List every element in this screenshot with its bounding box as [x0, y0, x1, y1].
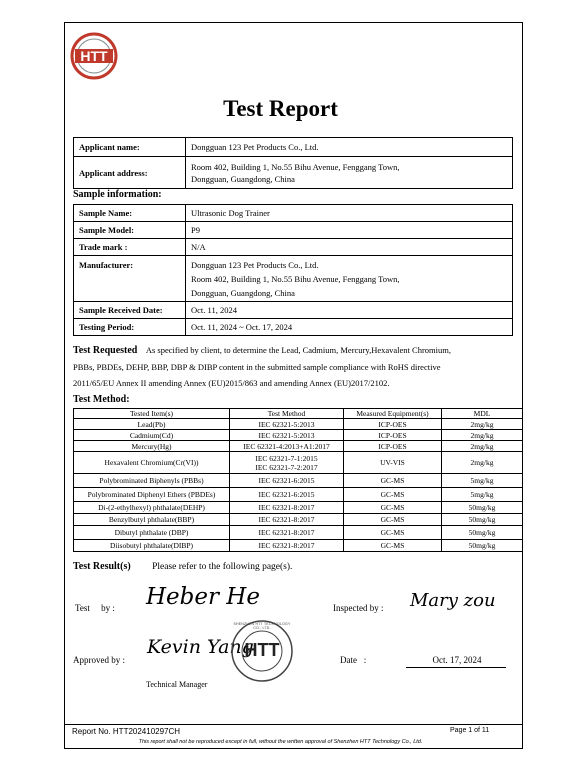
test-requested-line: 2011/65/EU Annex II amending Annex (EU)2015/863 and amending Annex (EU)2017/2102.: [73, 378, 390, 388]
mdl: 50mg/kg: [442, 526, 523, 540]
equipment: GC-MS: [344, 502, 442, 514]
trade-mark-label: Trade mark :: [74, 239, 186, 256]
footer-rule: [64, 724, 523, 725]
test-method: [230, 452, 344, 474]
equipment: ICP-OES: [344, 430, 442, 441]
table-row: [74, 540, 523, 552]
address-line: Dongguan, Guangdong, China: [191, 173, 295, 184]
manufacturer-line: Dongguan 123 Pet Products Co., Ltd.: [191, 259, 319, 270]
test-result-label: Test Result(s): [73, 561, 131, 572]
equipment: GC-MS: [344, 474, 442, 488]
tested-item: Cadmium(Cd): [74, 430, 230, 441]
mdl: 5mg/kg: [442, 474, 523, 488]
test-requested-line: PBBs, PBDEs, DEHP, BBP, DBP & DIBP content in the submitted sample compliance with RoHS directive: [73, 362, 441, 372]
htt-logo: [70, 32, 118, 80]
test-by-signature: Heber He: [146, 584, 260, 610]
received-date-value: Oct. 11, 2024: [186, 302, 513, 319]
tested-item: Mercury(Hg): [74, 441, 230, 452]
test-requested-label: Test Requested: [73, 345, 138, 356]
table-row: [74, 441, 523, 452]
table-row: [74, 502, 523, 514]
received-date-label: Sample Received Date:: [74, 302, 186, 319]
inspected-by-signature: Mary zou: [410, 590, 496, 611]
test-requested: [73, 342, 518, 391]
col-header: Measured Equipment(s): [344, 409, 442, 419]
trade-mark-value: N/A: [186, 239, 513, 256]
footer-disclaimer: This report shall not be reproduced except in full, without the written approval of Shenzhen HTT Technology Co., Ltd.: [138, 739, 423, 745]
equipment: GC-MS: [344, 540, 442, 552]
mdl: 50mg/kg: [442, 502, 523, 514]
test-method: IEC 62321-8:2017: [230, 514, 344, 526]
test-method-table: [73, 408, 523, 552]
applicant-name-label: Applicant name:: [74, 138, 186, 157]
sample-name-value: Ultrasonic Dog Trainer: [186, 205, 513, 222]
table-row: [74, 419, 523, 430]
mdl: 2mg/kg: [442, 452, 523, 474]
table-row: [74, 452, 523, 474]
sample-model-label: Sample Model:: [74, 222, 186, 239]
equipment: GC-MS: [344, 488, 442, 502]
report-number: Report No. HTT202410297CH: [72, 727, 181, 736]
test-method: IEC 62321-6:2015: [230, 474, 344, 488]
sample-info-table: [73, 204, 513, 336]
mdl: 5mg/kg: [442, 488, 523, 502]
stamp-center-text: HTT: [244, 640, 280, 660]
method-line: IEC 62321-7-1:2015: [255, 453, 318, 463]
test-method-heading: Test Method:: [73, 394, 130, 405]
test-method: IEC 62321-5:2013: [230, 419, 344, 430]
tested-item: Diisobutyl phthalate(DIBP): [74, 540, 230, 552]
table-row: [74, 430, 523, 441]
test-requested-text: As specified by client, to determine the Lead, Cadmium, Mercury,Hexavalent Chromium,: [145, 345, 451, 355]
equipment: ICP-OES: [344, 441, 442, 452]
test-requested-line: [73, 342, 518, 359]
tested-item: Hexavalent Chromium(Cr(VI)): [74, 452, 230, 474]
equipment: UV-VIS: [344, 452, 442, 474]
inspected-by-label: Inspected by :: [333, 603, 384, 613]
company-stamp: [230, 619, 294, 683]
tested-item: Di-(2-ethylhexyl) phthalate(DEHP): [74, 502, 230, 514]
stamp-ring-text: SHENZHEN HTT TECHNOLOGY CO., LTD.: [233, 622, 291, 630]
testing-period-value: Oct. 11, 2024 ~ Oct. 17, 2024: [186, 319, 513, 336]
manufacturer-line: Room 402, Building 1, No.55 Bihu Avenue, Fenggang Town,: [191, 273, 400, 284]
method-line: IEC 62321-7-2:2017: [255, 462, 318, 472]
equipment: ICP-OES: [344, 419, 442, 430]
test-method: IEC 62321-4:2013+A1:2017: [230, 441, 344, 452]
test-method: IEC 62321-8:2017: [230, 526, 344, 540]
sample-name-label: Sample Name:: [74, 205, 186, 222]
col-header: Tested Item(s): [74, 409, 230, 419]
manufacturer-label: Manufacturer:: [74, 256, 186, 302]
sample-info-heading: Sample information:: [73, 189, 162, 200]
applicant-address-label: Applicant address:: [74, 157, 186, 189]
approved-title: Technical Manager: [146, 680, 208, 689]
date-value: Oct. 17, 2024: [432, 655, 482, 665]
date-underline: [406, 667, 506, 668]
sample-model-value: P9: [186, 222, 513, 239]
mdl: 2mg/kg: [442, 430, 523, 441]
mdl: 2mg/kg: [442, 419, 523, 430]
page-number: Page 1 of 11: [450, 727, 490, 734]
table-row: [74, 474, 523, 488]
mdl: 50mg/kg: [442, 540, 523, 552]
col-header: Test Method: [230, 409, 344, 419]
table-row: [74, 488, 523, 502]
test-method: IEC 62321-5:2013: [230, 430, 344, 441]
equipment: GC-MS: [344, 514, 442, 526]
manufacturer-line: Dongguan, Guangdong, China: [191, 287, 295, 298]
address-line: Room 402, Building 1, No.55 Bihu Avenue, Fenggang Town,: [191, 161, 400, 172]
test-by-label: Test by :: [75, 603, 115, 613]
testing-period-label: Testing Period:: [74, 319, 186, 336]
test-method: IEC 62321-8:2017: [230, 502, 344, 514]
test-result-line: [73, 561, 292, 572]
tested-item: Polybrominated Biphenyls (PBBs): [74, 474, 230, 488]
tested-item: Benzylbutyl phthalate(BBP): [74, 514, 230, 526]
tested-item: Lead(Pb): [74, 419, 230, 430]
approved-by-signature: Kevin Yang: [147, 636, 254, 658]
table-row: [74, 514, 523, 526]
approved-by-label: Approved by :: [73, 655, 125, 665]
mdl: 50mg/kg: [442, 514, 523, 526]
applicant-address-value: [186, 157, 513, 189]
page-title: Test Report: [223, 96, 338, 121]
test-method: IEC 62321-6:2015: [230, 488, 344, 502]
tested-item: Dibutyl phthalate (DBP): [74, 526, 230, 540]
mdl: 2mg/kg: [442, 441, 523, 452]
manufacturer-value: [186, 256, 513, 302]
applicant-table: [73, 137, 513, 189]
table-row: [74, 526, 523, 540]
equipment: GC-MS: [344, 526, 442, 540]
test-method: IEC 62321-8:2017: [230, 540, 344, 552]
logo-text: HTT: [80, 48, 108, 64]
col-header: MDL: [442, 409, 523, 419]
test-result-text: Please refer to the following page(s).: [152, 562, 293, 572]
applicant-name-value: Dongguan 123 Pet Products Co., Ltd.: [186, 138, 513, 157]
date-label: Date :: [340, 655, 367, 665]
tested-item: Polybrominated Diphenyl Ethers (PBDEs): [74, 488, 230, 502]
